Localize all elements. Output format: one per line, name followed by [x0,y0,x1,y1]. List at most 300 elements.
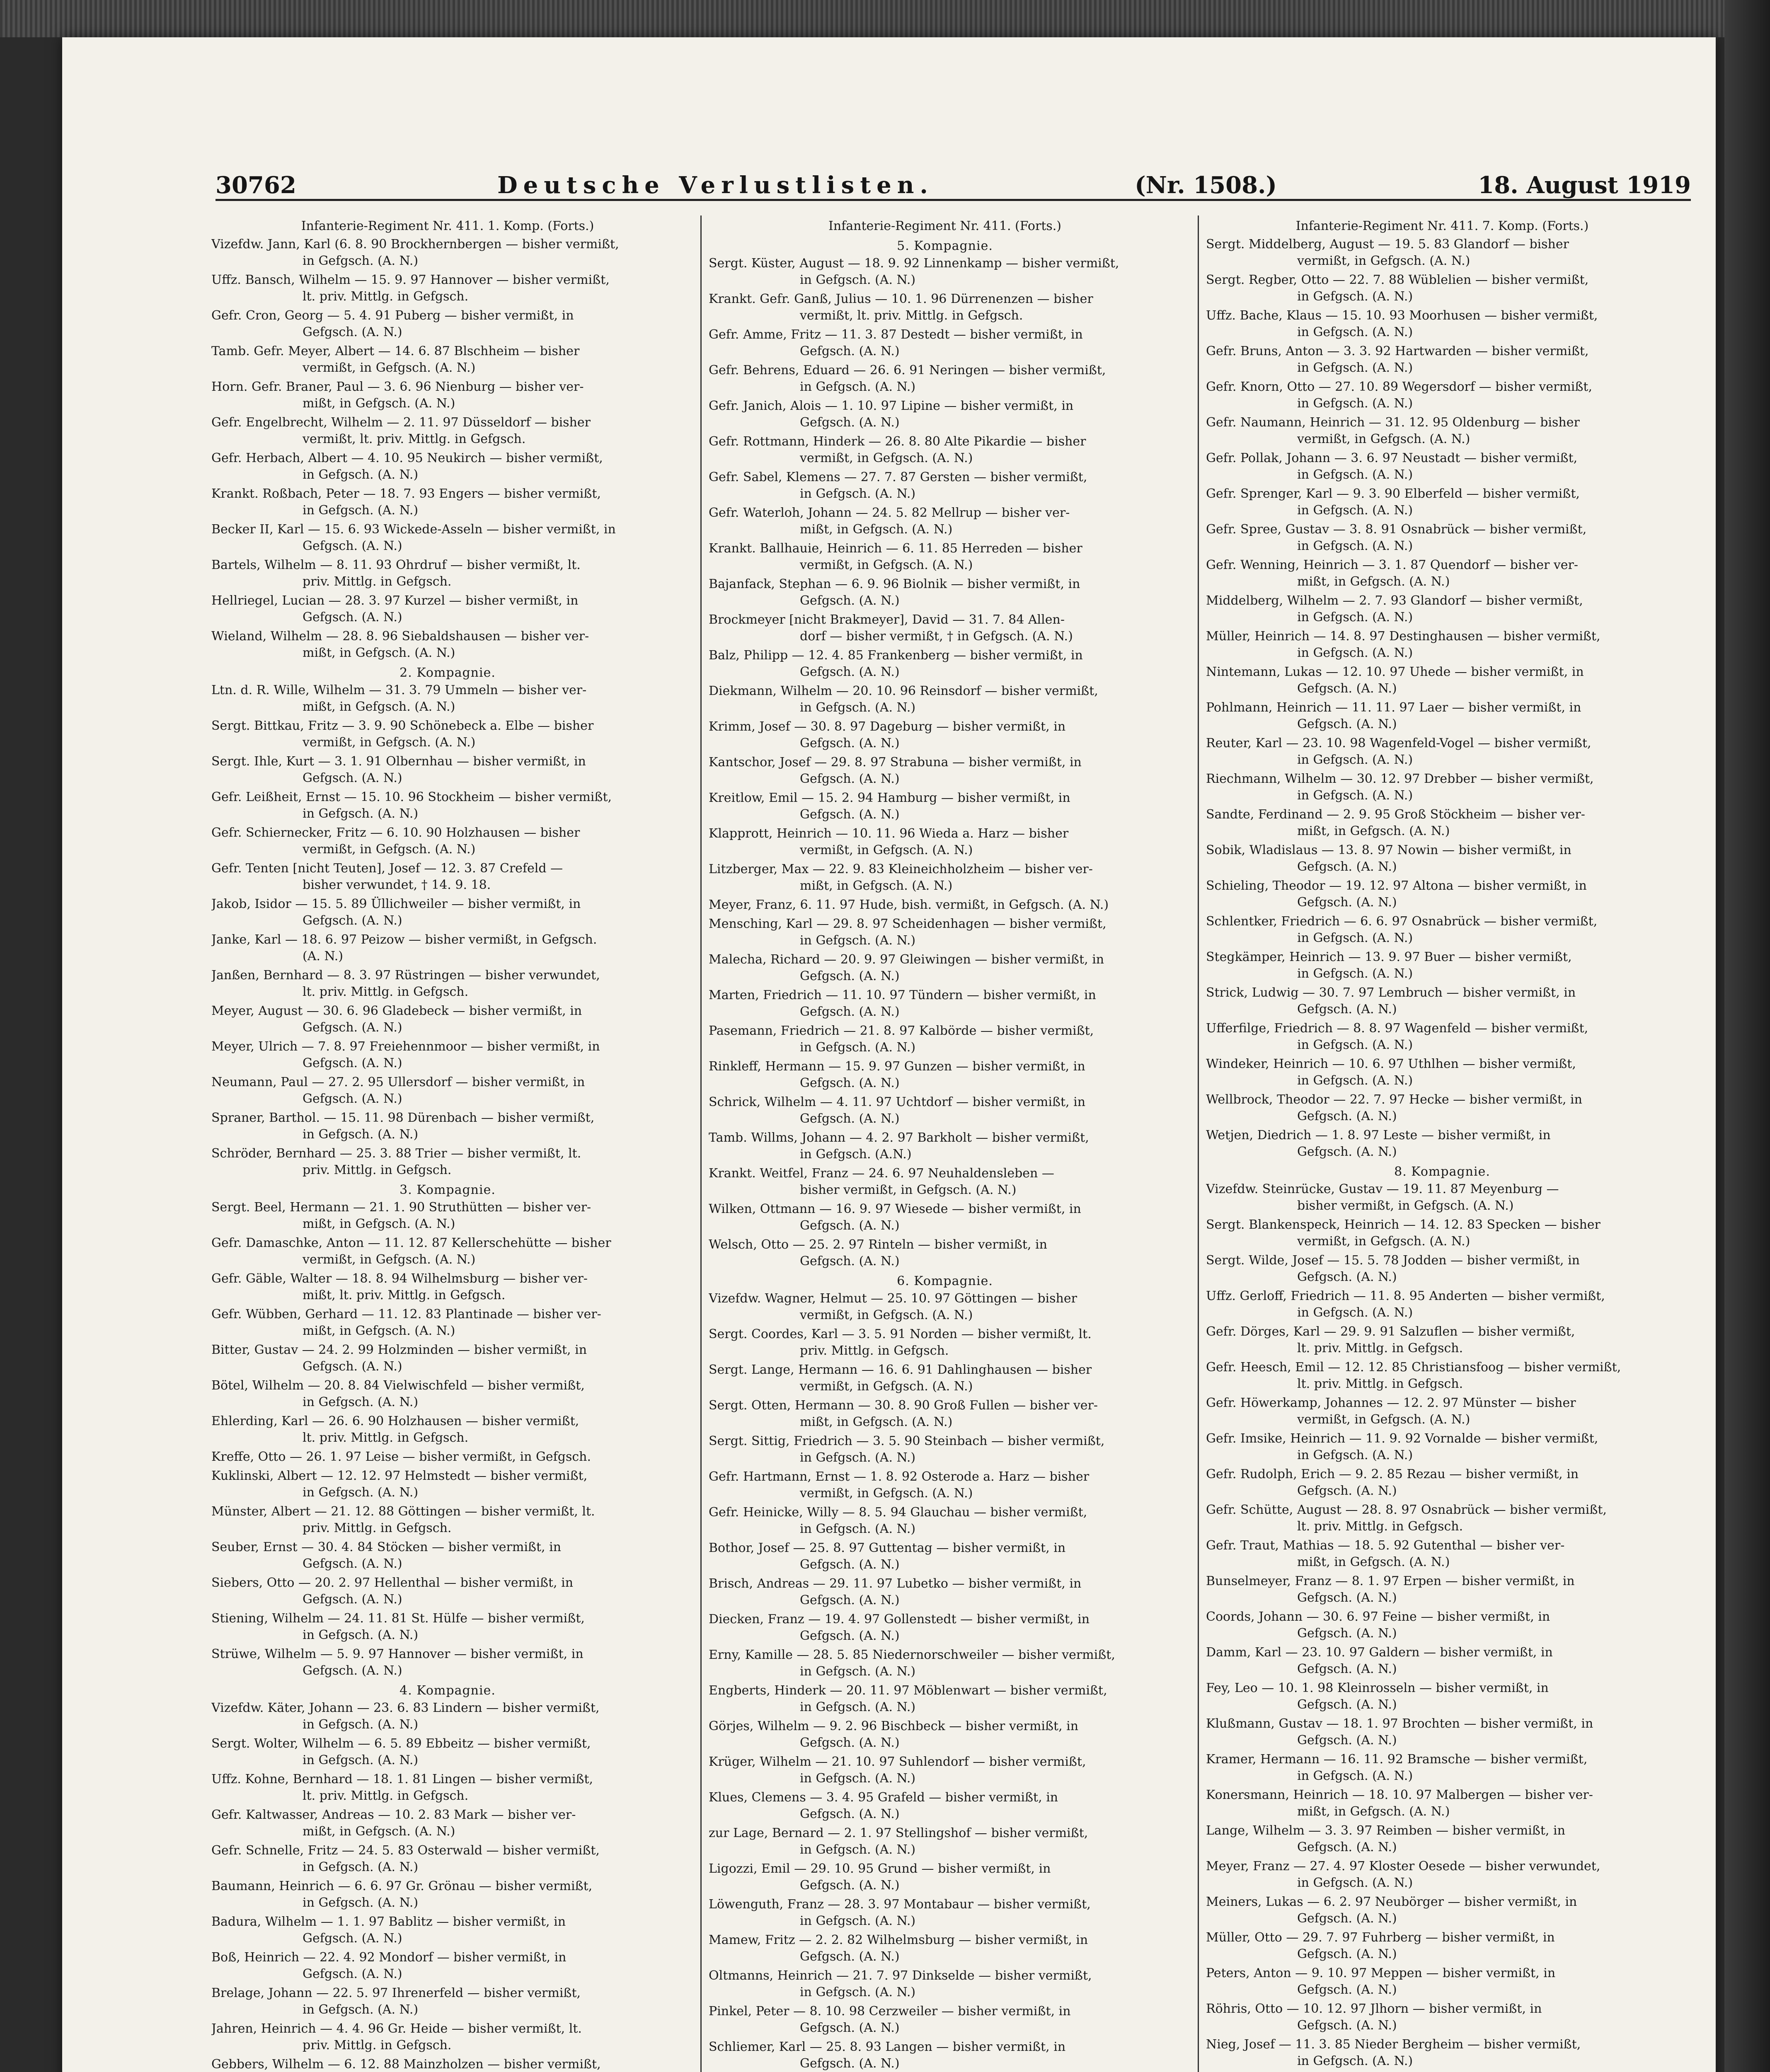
entry-line: Gefr. Cron, Georg — 5. 4. 91 Puberg — bisher vermißt, in [211,308,574,323]
entry-line: Damm, Karl — 23. 10. 97 Galdern — bisher vermißt, in [1206,1645,1553,1660]
entry-continuation: in Gefgsch. (A. N.) [303,503,419,518]
casualty-entry [709,1023,1181,1056]
casualty-entry [709,2039,1181,2072]
casualty-entry [1206,1716,1678,1749]
entry-line: Vizefdw. Steinrücke, Gustav — 19. 11. 87 Meyenburg — [1206,1182,1559,1196]
casualty-entry [211,593,684,626]
casualty-entry [709,612,1181,645]
entry-line: Malecha, Richard — 20. 9. 97 Gleiwingen — bisher vermißt, in [709,952,1104,967]
entry-continuation: vermißt, in Gefgsch. (A. N.) [800,558,973,572]
casualty-entry [211,450,684,483]
entry-continuation: vermißt, in Gefgsch. (A. N.) [800,451,973,465]
entry-line: Janke, Karl — 18. 6. 97 Peizow — bisher vermißt, in Gefgsch. [211,932,597,947]
entry-line: Sergt. Wilde, Josef — 15. 5. 78 Jodden — bisher vermißt, in [1206,1253,1580,1268]
entry-continuation: in Gefgsch. (A. N.) [1297,1073,1413,1088]
entry-continuation: lt. priv. Mittlg. in Gefgsch. [1297,1519,1463,1534]
casualty-entry [1206,2001,1678,2034]
casualty-entry [211,825,684,858]
entry-line: Bajanfack, Stephan — 6. 9. 96 Biolnik — bisher vermißt, in [709,577,1080,591]
casualty-entry [709,647,1181,680]
entry-continuation: Gefgsch. (A. N.) [800,736,900,750]
casualty-entry [709,505,1181,538]
entry-continuation: Gefgsch. (A. N.) [303,1056,402,1070]
entry-line: Gefr. Wübben, Gerhard — 11. 12. 83 Plantinade — bisher ver- [211,1307,601,1322]
entry-line: Spraner, Barthol. — 15. 11. 98 Dürenbach — bisher vermißt, [211,1111,595,1125]
entry-continuation: priv. Mittlg. in Gefgsch. [303,574,452,589]
entry-continuation: lt. priv. Mittlg. in Gefgsch. [1297,1377,1463,1391]
entry-line: Meiners, Lukas — 6. 2. 97 Neubörger — bisher vermißt, in [1206,1895,1577,1909]
scan-right-edge [1724,0,1770,2072]
entry-continuation: in Gefgsch. (A. N.) [303,1753,419,1767]
entry-continuation: priv. Mittlg. in Gefgsch. [303,2038,452,2053]
page-number: 30762 [215,172,296,199]
entry-line: Balz, Philipp — 12. 4. 85 Frankenberg — bisher vermißt, in [709,648,1083,663]
casualty-entry [709,1932,1181,1965]
entry-line: Gefr. Janich, Alois — 1. 10. 97 Lipine — bisher vermißt, in [709,399,1074,413]
entry-line: Müller, Heinrich — 14. 8. 97 Destinghausen — bisher vermißt, [1206,629,1601,644]
casualty-entry [1206,1965,1678,1998]
entry-line: Stiening, Wilhelm — 24. 11. 81 St. Hülfe — bisher vermißt, [211,1611,585,1626]
entry-line: Bothor, Josef — 25. 8. 97 Guttentag — bisher vermißt, in [709,1541,1066,1555]
column-divider [700,215,702,2072]
entry-continuation: mißt, in Gefgsch. (A. N.) [1297,1555,1450,1569]
casualty-entry [709,1237,1181,1270]
casualty-entry [211,1038,684,1072]
casualty-entry [1206,1680,1678,1713]
entry-line: Gefr. Engelbrecht, Wilhelm — 2. 11. 97 Düsseldorf — bisher [211,415,591,430]
casualty-entry [709,362,1181,395]
casualty-entry [1206,806,1678,840]
entry-continuation: in Gefgsch. (A. N.) [1297,1305,1413,1320]
entry-line: Gefr. Sabel, Klemens — 27. 7. 87 Gersten — bisher vermißt, [709,470,1087,484]
entry-continuation: Gefgsch. (A. N.) [800,1218,900,1233]
casualty-entry [211,1271,684,1304]
casualty-entry [211,1306,684,1339]
casualty-entry [709,1968,1181,2001]
entry-continuation: Gefgsch. (A. N.) [1297,1626,1397,1641]
entry-line: Boß, Heinrich — 22. 4. 92 Mondorf — bisher vermißt, in [211,1950,567,1965]
entry-line: Sergt. Bittkau, Fritz — 3. 9. 90 Schönebeck a. Elbe — bisher [211,719,594,733]
company-heading: 5. Kompagnie. [897,239,993,253]
casualty-entry [1206,486,1678,519]
entry-line: Ehlerding, Karl — 26. 6. 90 Holzhausen — bisher vermißt, [211,1414,579,1428]
scan-top-edge [0,0,1770,37]
entry-line: Sobik, Wladislaus — 13. 8. 97 Nowin — bisher vermißt, in [1206,843,1571,857]
entry-line: Sergt. Blankenspeck, Heinrich — 14. 12. 83 Specken — bisher [1206,1218,1601,1232]
casualty-entry [211,486,684,519]
entry-continuation: Gefgsch. (A. N.) [1297,1484,1397,1498]
entry-line: Gefr. Kaltwasser, Andreas — 10. 2. 83 Mark — bisher ver- [211,1808,576,1822]
casualty-entry [1206,343,1678,376]
entry-continuation: Gefgsch. (A. N.) [303,913,402,928]
casualty-entry [1206,1823,1678,1856]
entry-continuation: in Gefgsch. (A. N.) [303,1860,419,1874]
casualty-entry [211,1700,684,1733]
entry-line: Pasemann, Friedrich — 21. 8. 97 Kalbörde — bisher vermißt, [709,1024,1094,1038]
casualty-entry [211,343,684,376]
casualty-entry [211,1468,684,1501]
entry-line: Sergt. Beel, Hermann — 21. 1. 90 Struthütten — bisher ver- [211,1200,591,1215]
casualty-entry [211,2056,684,2072]
entry-line: Gefr. Imsike, Heinrich — 11. 9. 92 Vornalde — bisher vermißt, [1206,1431,1598,1446]
entry-line: Gefr. Amme, Fritz — 11. 3. 87 Destedt — bisher vermißt, in [709,327,1083,342]
casualty-entry [709,398,1181,431]
entry-continuation: in Gefgsch. (A. N.) [1297,931,1413,945]
entry-line: Uffz. Gerloff, Friedrich — 11. 8. 95 Anderten — bisher vermißt, [1206,1289,1605,1303]
entry-line: Gefr. Traut, Mathias — 18. 5. 92 Gutenthal — bisher ver- [1206,1538,1565,1553]
casualty-entry [709,987,1181,1020]
casualty-entry [1206,878,1678,911]
casualty-entry [211,1646,684,1679]
entry-line: Uffz. Bansch, Wilhelm — 15. 9. 97 Hannover — bisher vermißt, [211,273,610,287]
entry-continuation: in Gefgsch. (A. N.) [1297,788,1413,803]
entry-line: Klußmann, Gustav — 18. 1. 97 Brochten — bisher vermißt, in [1206,1716,1593,1731]
casualty-entry [1206,1787,1678,1820]
entry-continuation: mißt, in Gefgsch. (A. N.) [800,1415,953,1429]
entry-continuation: Gefgsch. (A. N.) [800,1005,900,1019]
casualty-entry [1206,307,1678,341]
entry-continuation: Gefgsch. (A. N.) [800,1629,900,1643]
entry-continuation: lt. priv. Mittlg. in Gefgsch. [303,1789,469,1803]
entry-continuation: Gefgsch. (A. N.) [800,1593,900,1607]
casualty-entry [211,789,684,822]
entry-line: Litzberger, Max — 22. 9. 83 Kleineichholzheim — bisher ver- [709,862,1093,876]
entry-continuation: lt. priv. Mittlg. in Gefgsch. [1297,1341,1463,1356]
casualty-entry [211,753,684,787]
entry-line: Peters, Anton — 9. 10. 97 Meppen — bisher vermißt, in [1206,1966,1556,1980]
entry-line: Krankt. Weitfel, Franz — 24. 6. 97 Neuhaldensleben — [709,1166,1054,1181]
casualty-entry [709,1540,1181,1573]
entry-continuation: Gefgsch. (A. N.) [800,593,900,608]
entry-line: Sergt. Küster, August — 18. 9. 92 Linnenkamp — bisher vermißt, [709,256,1119,271]
entry-continuation: in Gefgsch. (A. N.) [1297,966,1413,981]
entry-continuation: in Gefgsch. (A. N.) [1297,396,1413,411]
entry-continuation: Gefgsch. (A. N.) [800,1736,900,1750]
entry-line: Gefr. Dörges, Karl — 29. 9. 91 Salzuflen — bisher vermißt, [1206,1324,1575,1339]
entry-continuation: Gefgsch. (A. N.) [1297,1697,1397,1712]
entry-line: Krankt. Ballhauie, Heinrich — 6. 11. 85 Herreden — bisher [709,541,1082,556]
casualty-entry [709,327,1181,360]
casualty-entry [709,916,1181,949]
entry-line: Mamew, Fritz — 2. 2. 82 Wilhelmsburg — bisher vermißt, in [709,1933,1088,1947]
entry-line: Gefr. Sprenger, Karl — 9. 3. 90 Elberfeld — bisher vermißt, [1206,487,1580,501]
entry-line: Meyer, Ulrich — 7. 8. 97 Freiehennmoor — bisher vermißt, in [211,1039,600,1054]
entry-line: Janßen, Bernhard — 8. 3. 97 Rüstringen — bisher verwundet, [211,968,600,983]
entry-continuation: in Gefgsch. (A. N.) [303,1628,419,1642]
entry-line: Löwenguth, Franz — 28. 3. 97 Montabaur — bisher vermißt, [709,1897,1091,1912]
entry-continuation: lt. priv. Mittlg. in Gefgsch. [303,985,469,999]
entry-continuation: in Gefgsch. (A. N.) [800,1700,916,1714]
entry-line: Diecken, Franz — 19. 4. 97 Gollenstedt — bisher vermißt, in [709,1612,1090,1627]
casualty-entry [211,1949,684,1982]
entry-line: Vizefdw. Käter, Johann — 23. 6. 83 Lindern — bisher vermißt, [211,1701,600,1715]
entry-line: Gefr. Rudolph, Erich — 9. 2. 85 Rezau — bisher vermißt, in [1206,1467,1579,1481]
entry-line: Riechmann, Wilhelm — 30. 12. 97 Drebber — bisher vermißt, [1206,772,1594,786]
casualty-entry [709,1504,1181,1537]
column-1 [211,215,684,2072]
entry-continuation: mißt, lt. priv. Mittlg. in Gefgsch. [303,1288,506,1302]
casualty-entry [709,1861,1181,1894]
casualty-entry [1206,913,1678,946]
casualty-entry [709,683,1181,716]
entry-continuation: in Gefgsch. (A. N.) [1297,467,1413,482]
casualty-entry [709,2003,1181,2036]
entry-continuation: bisher verwundet, † 14. 9. 18. [303,878,491,892]
entry-continuation: in Gefgsch. (A. N.) [800,1985,916,1999]
entry-line: Gefr. Schiernecker, Fritz — 6. 10. 90 Holzhausen — bisher [211,825,580,840]
entry-continuation: Gefgsch. (A. N.) [1297,1002,1397,1017]
entry-line: Gefr. Gäble, Walter — 18. 8. 94 Wilhelmsburg — bisher ver- [211,1271,588,1286]
casualty-entry [1206,1020,1678,1053]
entry-continuation: vermißt, in Gefgsch. (A. N.) [303,1252,476,1267]
casualty-entry [1206,1609,1678,1642]
entry-line: Gefr. Damaschke, Anton — 11. 12. 87 Kellerschehütte — bisher [211,1236,611,1250]
entry-continuation: in Gefgsch. (A. N.) [800,1914,916,1928]
entry-line: Meyer, Franz — 27. 4. 97 Kloster Oesede — bisher verwundet, [1206,1859,1601,1874]
entry-line: Krimm, Josef — 30. 8. 97 Dageburg — bisher vermißt, in [709,719,1066,734]
entry-line: Schliemer, Karl — 25. 8. 93 Langen — bisher vermißt, in [709,2040,1066,2054]
entry-line: Meyer, August — 30. 6. 96 Gladebeck — bisher vermißt, in [211,1004,582,1018]
entry-line: Kreitlow, Emil — 15. 2. 94 Hamburg — bisher vermißt, in [709,791,1070,805]
casualty-entry [709,1611,1181,1644]
entry-continuation: vermißt, lt. priv. Mittlg. in Gefgsch. [303,432,526,446]
entry-continuation: in Gefgsch. (A. N.) [303,1127,419,1142]
entry-line: Nintemann, Lukas — 12. 10. 97 Uhede — bisher vermißt, in [1206,665,1584,679]
casualty-entry [1206,842,1678,875]
casualty-entry [1206,450,1678,483]
entry-continuation: Gefgsch. (A. N.) [1297,1109,1397,1123]
entry-line: Gefr. Heinicke, Willy — 8. 5. 94 Glauchau — bisher vermißt, [709,1505,1087,1520]
column-2 [709,215,1181,2072]
casualty-entry [1206,1181,1678,1214]
casualty-entry [1206,628,1678,661]
casualty-entry [709,1094,1181,1127]
entry-continuation: Gefgsch. (A. N.) [800,344,900,358]
entry-line: Gefr. Heesch, Emil — 12. 12. 85 Christiansfoog — bisher vermißt, [1206,1360,1621,1375]
entry-continuation: Gefgsch. (A. N.) [303,1967,402,1981]
entry-continuation: in Gefgsch. (A. N.) [1297,646,1413,660]
entry-line: Meyer, Franz, 6. 11. 97 Hude, bish. vermißt, in Gefgsch. (A. N.) [709,898,1109,912]
entry-line: Gefr. Schütte, August — 28. 8. 97 Osnabrück — bisher vermißt, [1206,1503,1607,1517]
entry-continuation: Gefgsch. (A. N.) [1297,681,1397,696]
entry-line: Fey, Leo — 10. 1. 98 Kleinrosseln — bisher vermißt, in [1206,1681,1549,1695]
entry-continuation: in Gefgsch. (A.N.) [800,1147,912,1162]
casualty-entry [211,1878,684,1911]
entry-line: Reuter, Karl — 23. 10. 98 Wagenfeld-Vogel — bisher vermißt, [1206,736,1591,750]
entry-continuation: Gefgsch. (A. N.) [303,771,402,785]
casualty-entry [211,1413,684,1446]
casualty-entry [1206,1431,1678,1464]
entry-line: Gefr. Herbach, Albert — 4. 10. 95 Neukirch — bisher vermißt, [211,451,603,465]
entry-continuation: vermißt, lt. priv. Mittlg. in Gefgsch. [800,308,1023,323]
casualty-entry [211,1003,684,1036]
entry-line: Bitter, Gustav — 24. 2. 99 Holzminden — bisher vermißt, in [211,1343,587,1357]
casualty-entry [211,1736,684,1769]
entry-continuation: Gefgsch. (A. N.) [800,1949,900,1964]
entry-continuation: mißt, in Gefgsch. (A. N.) [303,646,455,660]
entry-line: Stegkämper, Heinrich — 13. 9. 97 Buer — bisher vermißt, [1206,950,1572,964]
entry-line: Münster, Albert — 21. 12. 88 Göttingen — bisher vermißt, lt. [211,1504,595,1519]
entry-line: Tamb. Gefr. Meyer, Albert — 14. 6. 87 Blschheim — bisher [211,344,580,358]
entry-continuation: in Gefgsch. (A. N.) [800,1771,916,1786]
casualty-entry [709,291,1181,324]
entry-line: Gefr. Schnelle, Fritz — 24. 5. 83 Osterwald — bisher vermißt, [211,1843,600,1858]
entry-continuation: in Gefgsch. (A. N.) [1297,289,1413,304]
casualty-entry [211,1449,684,1465]
entry-continuation: Gefgsch. (A. N.) [1297,1662,1397,1676]
entry-continuation: Gefgsch. (A. N.) [800,1111,900,1126]
entry-continuation: mißt, in Gefgsch. (A. N.) [800,522,953,537]
entry-line: Klapprott, Heinrich — 10. 11. 96 Wieda a. Harz — bisher [709,826,1069,841]
casualty-entry [211,1610,684,1644]
entry-continuation: mißt, in Gefgsch. (A. N.) [1297,574,1450,589]
entry-line: Schröder, Bernhard — 25. 3. 88 Trier — bisher vermißt, lt. [211,1146,581,1161]
entry-continuation: vermißt, in Gefgsch. (A. N.) [1297,254,1470,268]
entry-line: Sergt. Wolter, Wilhelm — 6. 5. 89 Ebbeitz — bisher vermißt, [211,1736,591,1751]
casualty-entry [1206,1127,1678,1160]
entry-line: Becker II, Karl — 15. 6. 93 Wickede-Asseln — bisher vermißt, in [211,522,616,537]
casualty-entry [1206,1537,1678,1571]
entry-continuation: Gefgsch. (A. N.) [1297,1947,1397,1961]
entry-line: Gefr. Leißheit, Ernst — 15. 10. 96 Stockheim — bisher vermißt, [211,790,612,804]
entry-continuation: vermißt, in Gefgsch. (A. N.) [1297,1412,1470,1427]
entry-continuation: mißt, in Gefgsch. (A. N.) [1297,824,1450,838]
issue-number: (Nr. 1508.) [1135,172,1277,199]
entry-continuation: vermißt, in Gefgsch. (A. N.) [800,1308,973,1322]
entry-continuation: Gefgsch. (A. N.) [1297,2018,1397,2033]
entry-line: Middelberg, Wilhelm — 2. 7. 93 Glandorf — bisher vermißt, [1206,593,1583,608]
entry-line: Konersmann, Heinrich — 18. 10. 97 Malbergen — bisher ver- [1206,1788,1593,1802]
casualty-entry [1206,557,1678,590]
company-heading: 4. Kompagnie. [400,1683,496,1698]
entry-line: Diekmann, Wilhelm — 20. 10. 96 Reinsdorf — bisher vermißt, [709,684,1098,698]
casualty-entry [211,414,684,448]
entry-continuation: in Gefgsch. (A. N.) [1297,1876,1413,1890]
entry-continuation: mißt, in Gefgsch. (A. N.) [303,1824,455,1839]
entry-line: Wieland, Wilhelm — 28. 8. 96 Siebaldshausen — bisher ver- [211,629,589,644]
entry-continuation: Gefgsch. (A. N.) [800,1557,900,1572]
casualty-entry [1206,1466,1678,1499]
entry-continuation: lt. priv. Mittlg. in Gefgsch. [303,1431,469,1445]
casualty-entry [211,1199,684,1232]
casualty-entry [1206,593,1678,626]
casualty-entry [1206,379,1678,412]
entry-line: Sergt. Middelberg, August — 19. 5. 83 Glandorf — bisher [1206,237,1569,252]
column-title: Infanterie-Regiment Nr. 411. (Forts.) [828,219,1062,233]
entry-line: Siebers, Otto — 20. 2. 97 Hellenthal — bisher vermißt, in [211,1576,574,1590]
casualty-entry [211,1074,684,1107]
casualty-entry [709,1682,1181,1716]
entry-line: Ufferfilge, Friedrich — 8. 8. 97 Wagenfeld — bisher vermißt, [1206,1021,1588,1036]
casualty-entry [211,860,684,893]
casualty-entry [211,1110,684,1143]
entry-continuation: in Gefgsch. (A. N.) [1297,539,1413,553]
entry-line: Krankt. Gefr. Ganß, Julius — 10. 1. 96 Dürrenenzen — bisher [709,292,1093,306]
entry-continuation: Gefgsch. (A. N.) [800,807,900,822]
entry-line: Kantschor, Josef — 29. 8. 97 Strabuna — bisher vermißt, in [709,755,1082,770]
casualty-entry [211,628,684,661]
entry-continuation: Gefgsch. (A. N.) [303,1663,402,1678]
entry-line: Bötel, Wilhelm — 20. 8. 84 Vielwischfeld — bisher vermißt, [211,1378,585,1393]
entry-line: Sergt. Otten, Hermann — 30. 8. 90 Groß Fullen — bisher ver- [709,1398,1098,1413]
casualty-entry [709,1326,1181,1359]
casualty-entry [1206,1573,1678,1606]
casualty-entry [211,1235,684,1268]
entry-line: Rinkleff, Hermann — 15. 9. 97 Gunzen — bisher vermißt, in [709,1059,1085,1074]
entry-line: Gefr. Naumann, Heinrich — 31. 12. 95 Oldenburg — bisher [1206,415,1580,430]
casualty-entry [211,557,684,590]
entry-continuation: lt. priv. Mittlg. in Gefgsch. [303,289,469,304]
casualty-entry [211,379,684,412]
entry-continuation: in Gefgsch. (A. N.) [1297,610,1413,625]
entry-line: Jakob, Isidor — 15. 5. 89 Üllichweiler — bisher vermißt, in [211,897,581,911]
casualty-entry [709,433,1181,467]
casualty-entry [709,1201,1181,1234]
entry-line: Sandte, Ferdinand — 2. 9. 95 Groß Stöckheim — bisher ver- [1206,807,1585,822]
entry-line: Gefr. Waterloh, Johann — 24. 5. 82 Mellrup — bisher ver- [709,506,1070,520]
entry-line: Sergt. Lange, Hermann — 16. 6. 91 Dahlinghausen — bisher [709,1363,1092,1377]
casualty-entry [709,469,1181,502]
entry-continuation: Gefgsch. (A. N.) [800,2021,900,2035]
casualty-entry [1206,700,1678,733]
entry-line: Bunselmeyer, Franz — 8. 1. 97 Erpen — bisher vermißt, in [1206,1574,1575,1588]
entry-line: Mensching, Karl — 29. 8. 97 Scheidenhagen — bisher vermißt, [709,917,1107,931]
casualty-entry [1206,1929,1678,1963]
entry-line: Wellbrock, Theodor — 22. 7. 97 Hecke — bisher vermißt, in [1206,1092,1582,1107]
entry-line: Baumann, Heinrich — 6. 6. 97 Gr. Grönau — bisher vermißt, [211,1879,593,1893]
casualty-entry [1206,272,1678,305]
casualty-entry [709,540,1181,574]
entry-line: Oltmanns, Heinrich — 21. 7. 97 Dinkselde — bisher vermißt, [709,1968,1092,1983]
casualty-entry [1206,1502,1678,1535]
entry-continuation: in Gefgsch. (A. N.) [800,1450,916,1465]
entry-line: Gefr. Knorn, Otto — 27. 10. 89 Wegersdorf — bisher vermißt, [1206,380,1592,394]
entry-line: Strüwe, Wilhelm — 5. 9. 97 Hannover — bisher vermißt, in [211,1647,584,1661]
entry-continuation: in Gefgsch. (A. N.) [303,806,419,821]
casualty-entry [709,1165,1181,1198]
company-heading: 8. Kompagnie. [1394,1164,1490,1179]
entry-line: Gefr. Spree, Gustav — 3. 8. 91 Osnabrück — bisher vermißt, [1206,522,1587,537]
entry-continuation: vermißt, in Gefgsch. (A. N.) [1297,432,1470,446]
entry-line: Gefr. Bruns, Anton — 3. 3. 92 Hartwarden — bisher vermißt, [1206,344,1589,358]
casualty-entry [1206,1644,1678,1677]
casualty-entry [1206,1395,1678,1428]
entry-continuation: in Gefgsch. (A. N.) [1297,1038,1413,1052]
entry-line: Wilken, Ottmann — 16. 9. 97 Wiesede — bisher vermißt, in [709,1202,1081,1216]
entry-continuation: bisher vermißt, in Gefgsch. (A. N.) [800,1183,1017,1197]
casualty-entry [1206,1858,1678,1891]
entry-line: zur Lage, Bernard — 2. 1. 97 Stellingshof — bisher vermißt, [709,1826,1088,1840]
entry-line: Pinkel, Peter — 8. 10. 98 Cerzweiler — bisher vermißt, in [709,2004,1071,2019]
entry-line: Pohlmann, Heinrich — 11. 11. 97 Laer — bisher vermißt, in [1206,700,1581,715]
entry-line: Nieg, Josef — 11. 3. 85 Nieder Bergheim — bisher vermißt, [1206,2037,1581,2052]
casualty-entry [211,682,684,715]
column-3 [1206,215,1678,2072]
entry-line: Sergt. Ihle, Kurt — 3. 1. 91 Olbernhau — bisher vermißt, in [211,754,586,769]
entry-line: Tamb. Willms, Johann — 4. 2. 97 Barkholt — bisher vermißt, [709,1130,1089,1145]
casualty-entry [211,1539,684,1572]
company-heading: 2. Kompagnie. [400,666,496,680]
entry-line: Hellriegel, Lucian — 28. 3. 97 Kurzel — bisher vermißt, in [211,593,579,608]
casualty-entry [211,967,684,1000]
entry-line: Bartels, Wilhelm — 8. 11. 93 Ohrdruf — bisher vermißt, lt. [211,558,581,572]
entry-line: Müller, Otto — 29. 7. 97 Fuhrberg — bisher vermißt, in [1206,1930,1555,1945]
entry-line: Schieling, Theodor — 19. 12. 97 Altona — bisher vermißt, in [1206,879,1587,893]
casualty-entry [709,1896,1181,1929]
entry-continuation: in Gefgsch. (A. N.) [800,487,916,501]
entry-continuation: in Gefgsch. (A. N.) [1297,753,1413,767]
entry-continuation: Gefgsch. (A. N.) [800,772,900,786]
